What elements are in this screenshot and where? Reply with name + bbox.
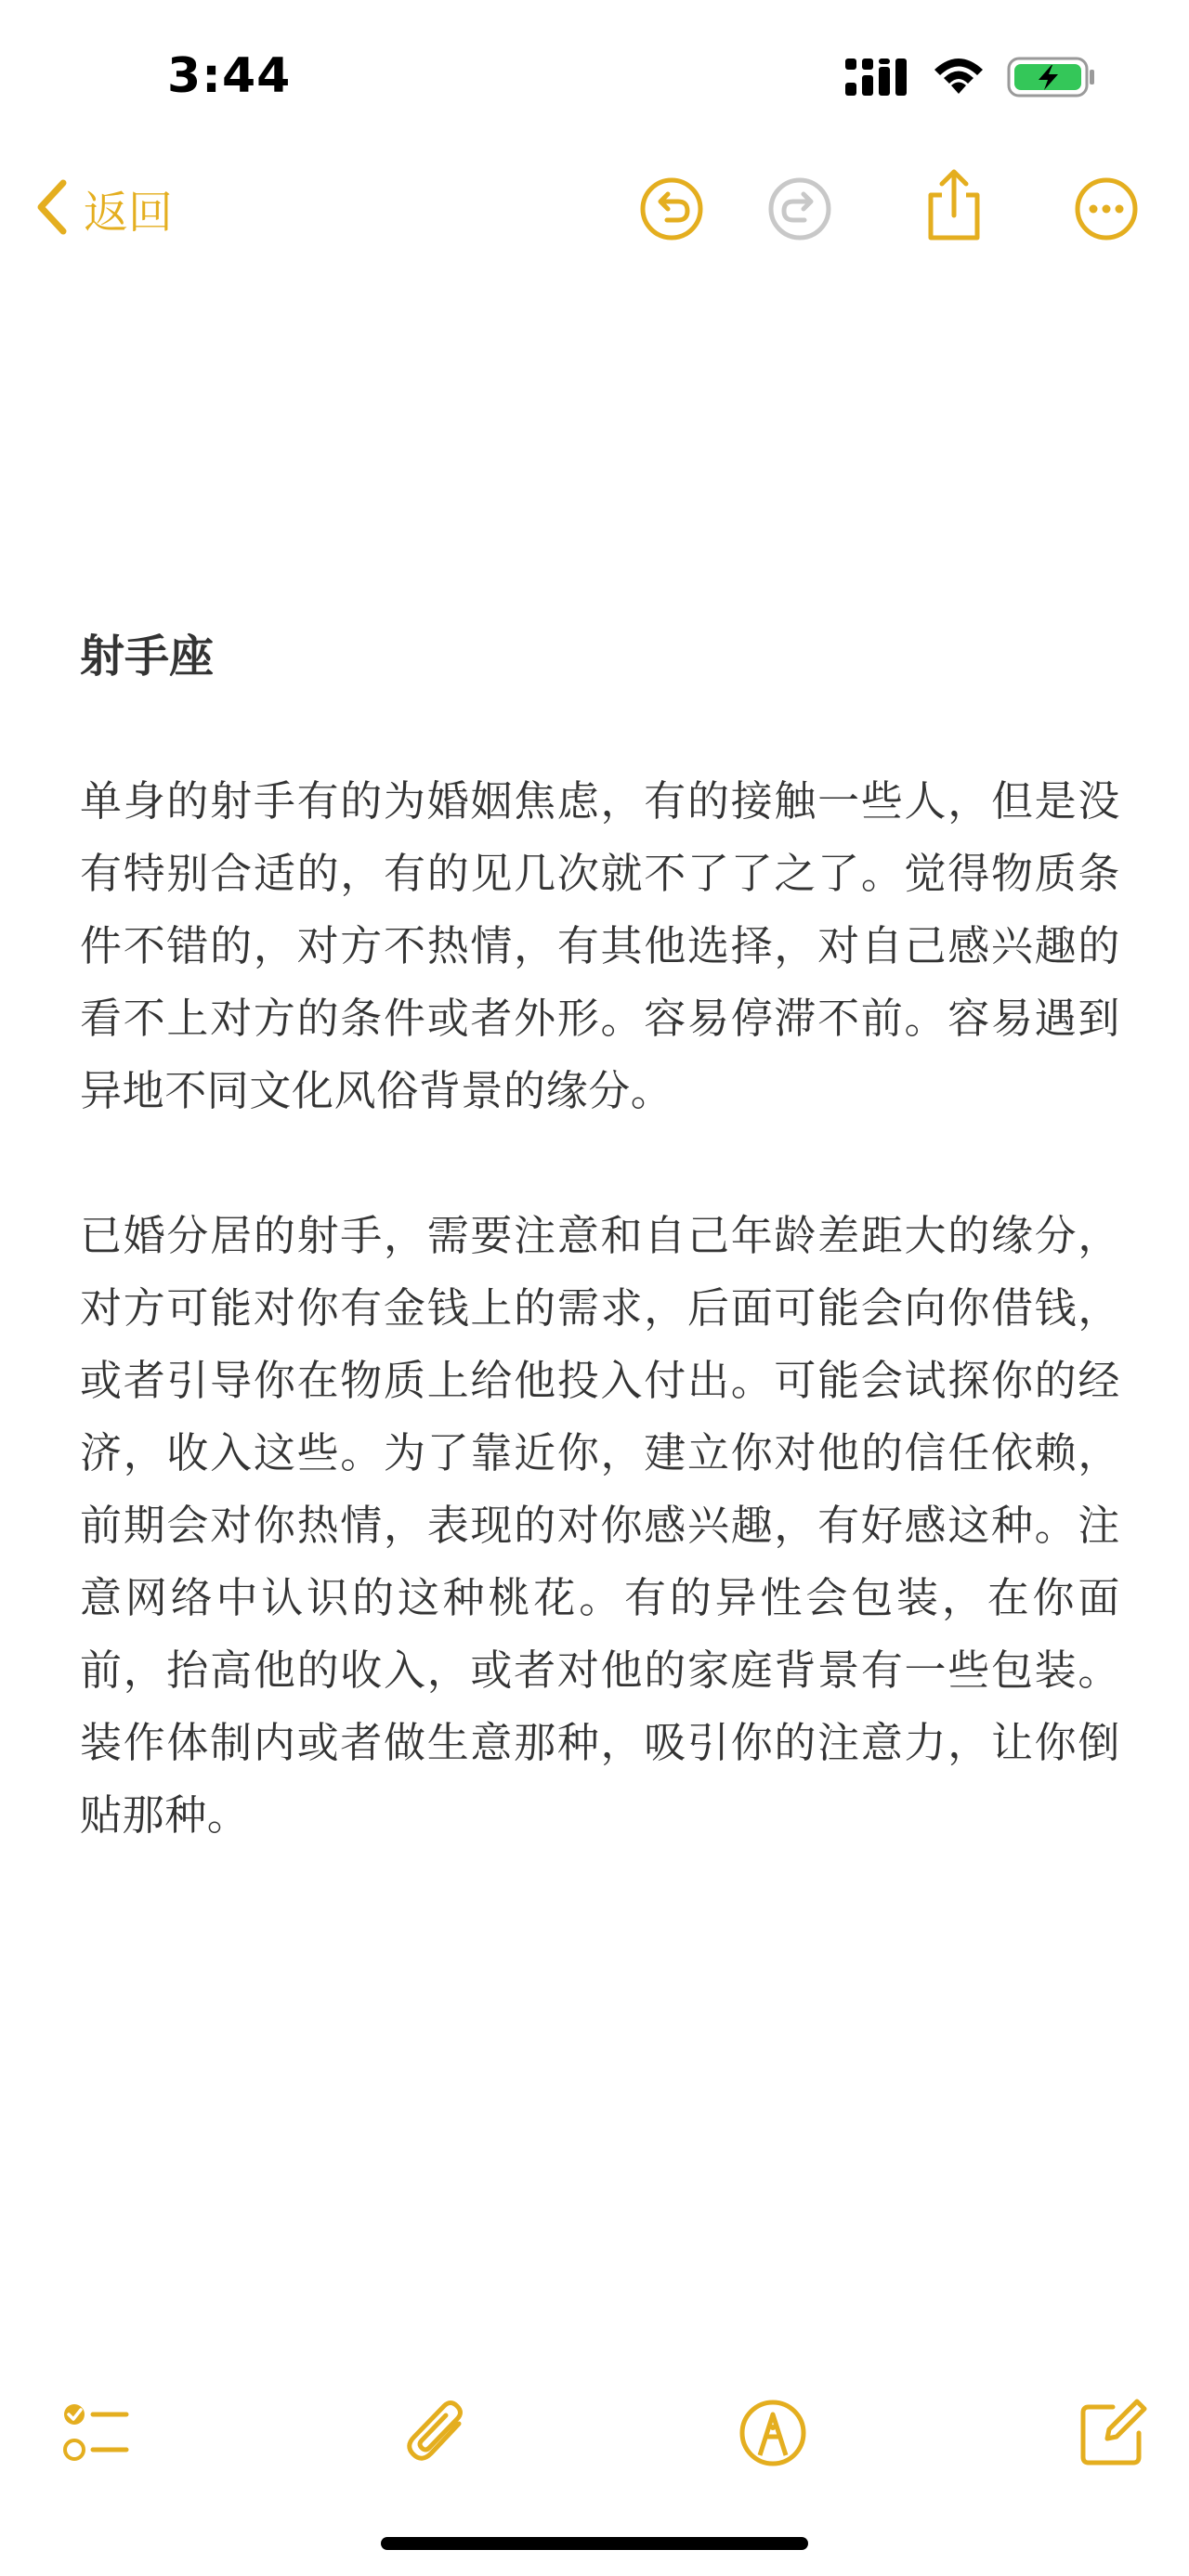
- redo-icon: [767, 176, 832, 241]
- back-button[interactable]: [33, 176, 173, 241]
- checklist-icon[interactable]: [58, 2396, 132, 2470]
- back-label: 返回: [84, 187, 174, 239]
- nav-bar: [0, 167, 1189, 260]
- wifi-icon: [931, 57, 986, 101]
- status-time: 3:44: [167, 48, 292, 104]
- note-title: 射手座: [80, 631, 215, 683]
- chevron-left-icon: [33, 177, 71, 241]
- attachment-icon[interactable]: [401, 2396, 476, 2470]
- compose-icon[interactable]: [1076, 2396, 1150, 2470]
- note-paragraph: 单身的射手有的为婚姻焦虑，有的接触一些人，但是没有特别合适的，有的见几次就不了了之了。觉得物质条件不错的，对方不热情，有其他选择，对自己感兴趣的看不上对方的条件或者外形。容易停滞不前。容易遇到异地不同文化风俗背景的缘分。: [80, 776, 1120, 1115]
- more-icon[interactable]: [1074, 176, 1139, 241]
- share-icon[interactable]: [921, 167, 986, 232]
- bottom-toolbar: [0, 2387, 1189, 2479]
- note-body[interactable]: [80, 624, 1120, 1924]
- home-indicator[interactable]: [381, 2537, 808, 2550]
- markup-icon[interactable]: [736, 2396, 810, 2470]
- note-paragraph: 已婚分居的射手，需要注意和自己年龄差距大的缘分，对方可能对你有金钱上的需求，后面可能会向你借钱，或者引导你在物质上给他投入付出。可能会试探你的经济，收入这些。为了靠近你，建立你对他的信任依赖，前期会对你热情，表现的对你感兴趣，有好感这种。注意网络中认识的这种桃花。有的异性会包装，在你面前，抬高他的收入，或者对他的家庭背景有一些包装。装作体制内或者做生意那种，吸引你的注意力，让你倒贴那种。: [80, 1211, 1120, 1840]
- battery-icon: [1007, 56, 1096, 102]
- status-icons: [843, 56, 1096, 102]
- cellular-signal-icon: [843, 57, 910, 101]
- status-bar: [0, 0, 1189, 139]
- undo-icon[interactable]: [639, 176, 704, 241]
